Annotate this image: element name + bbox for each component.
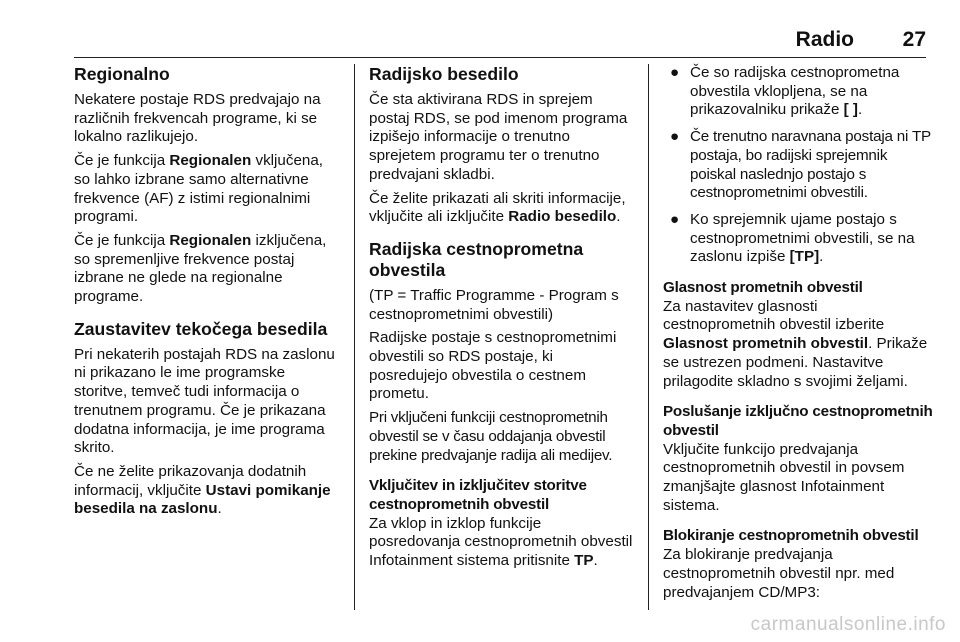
paragraph: Če sta aktivirana RDS in sprejem postaj RDS, se pod imenom programa izpišejo informacije o trenutno sprejetem programu ter o trenutno predvajani skladbi. (369, 91, 628, 183)
paragraph: Pri vključeni funkciji cestnoprometnih obvestil se v času oddajanja obvestil prekine predvajanje radija ali medijev. (369, 409, 613, 464)
paragraph: Pri nekaterih postajah RDS na zaslonu ni prikazano le ime programske storitve, temveč tudi informacija o trenutnem programu. Če je prikazana dodatna informacija, je ime programa skrito. (74, 345, 335, 457)
paragraph: Vključite funkcijo predvajanja cestnoprometnih obvestil in povsem zmanjšajte glasnost Infotainment sistema. (663, 440, 905, 514)
paragraph: (TP = Traffic Programme - Program s cestnoprometnimi obvestili) (369, 286, 619, 323)
menu-term: Radio besedilo (508, 208, 617, 226)
bullet-list (663, 64, 933, 267)
section-title: Radio (795, 28, 854, 51)
list-item: ● Če trenutno naravnana postaja ni TP postaja, bo radijski sprejemnik poiskal naslednjo postajo s cestnoprometnimi obvestili. (670, 128, 931, 202)
paragraph: Če je funkcija Regionalen izključena, so spremenljive frekvence postaj izbrane ne glede na regionalne programe. (74, 231, 327, 306)
paragraph: Radijske postaje s cestnoprometnimi obvestili so RDS postaje, ki posredujejo obvestila o cestnem prometu. (369, 329, 617, 403)
subheading: Blokiranje cestnoprometnih obvestil (663, 527, 919, 545)
button-term: TP (574, 552, 594, 570)
list-item: ● Ko sprejemnik ujame postajo s cestnoprometnimi obvestili, se na zaslonu izpiše [TP]. (670, 210, 915, 266)
bullet-icon: ● (670, 128, 679, 146)
header-rule (74, 57, 926, 58)
paragraph: Če želite prikazati ali skriti informacije, vključite ali izključite Radio besedilo. (369, 189, 626, 226)
column-divider-2 (648, 64, 649, 610)
bullet-icon: ● (670, 64, 680, 81)
column-2 (369, 64, 635, 576)
list-item: ● Če so radijska cestnoprometna obvestila vklopljena, se na prikazovalniku prikaže [ ]. (670, 64, 900, 119)
subheading: Vključitev in izključitev storitve cestnoprometnih obvestil (369, 477, 587, 513)
menu-term: Ustavi pomikanje besedila na zaslonu (74, 481, 331, 518)
menu-term: Glasnost prometnih obvestil (663, 335, 869, 353)
column-divider-1 (354, 64, 355, 610)
subheading: Poslušanje izključno cestnoprometnih obvestil (663, 403, 933, 439)
paragraph: Za nastavitev glasnosti cestnoprometnih obvestil izberite Glasnost prometnih obvestil. Prikaže se ustrezen podmeni. Nastavitve prilagodite skladno s svojimi željami. (663, 297, 928, 390)
page-header (74, 28, 926, 52)
paragraph: Če je funkcija Regionalen vključena, so lahko izbrane samo alternativne frekvence (AF) z istimi regionalnimi programi. (74, 152, 324, 226)
heading-zaustavitev: Zaustavitev tekočega besedila (74, 318, 328, 339)
heading-traffic: Radijska cestnoprometna obvestila (369, 238, 584, 280)
paragraph: Za vklop in izklop funkcije posredovanja cestnoprometnih obvestil Infotainment sistema pritisnite TP. (369, 514, 633, 570)
heading-radijsko-besedilo: Radijsko besedilo (369, 64, 519, 84)
watermark: carmanualsonline.info (750, 614, 946, 635)
paragraph: Nekatere postaje RDS predvajajo na različnih frekvencah programe, ki se lokalno razlikujejo. (74, 91, 321, 146)
heading-regionalno: Regionalno (74, 64, 170, 84)
column-1 (74, 64, 340, 524)
subheading: Glasnost prometnih obvestil (663, 279, 863, 297)
page-number: 27 (902, 28, 926, 51)
column-3 (663, 64, 933, 607)
menu-term: Regionalen (169, 152, 252, 170)
bullet-icon: ● (670, 210, 680, 228)
paragraph: Če ne želite prikazovanja dodatnih informacij, vključite Ustavi pomikanje besedila na zaslonu. (74, 462, 331, 518)
menu-term: Regionalen (169, 231, 252, 249)
paragraph: Za blokiranje predvajanja cestnoprometnih obvestil npr. med predvajanjem CD/MP3: (663, 546, 895, 601)
